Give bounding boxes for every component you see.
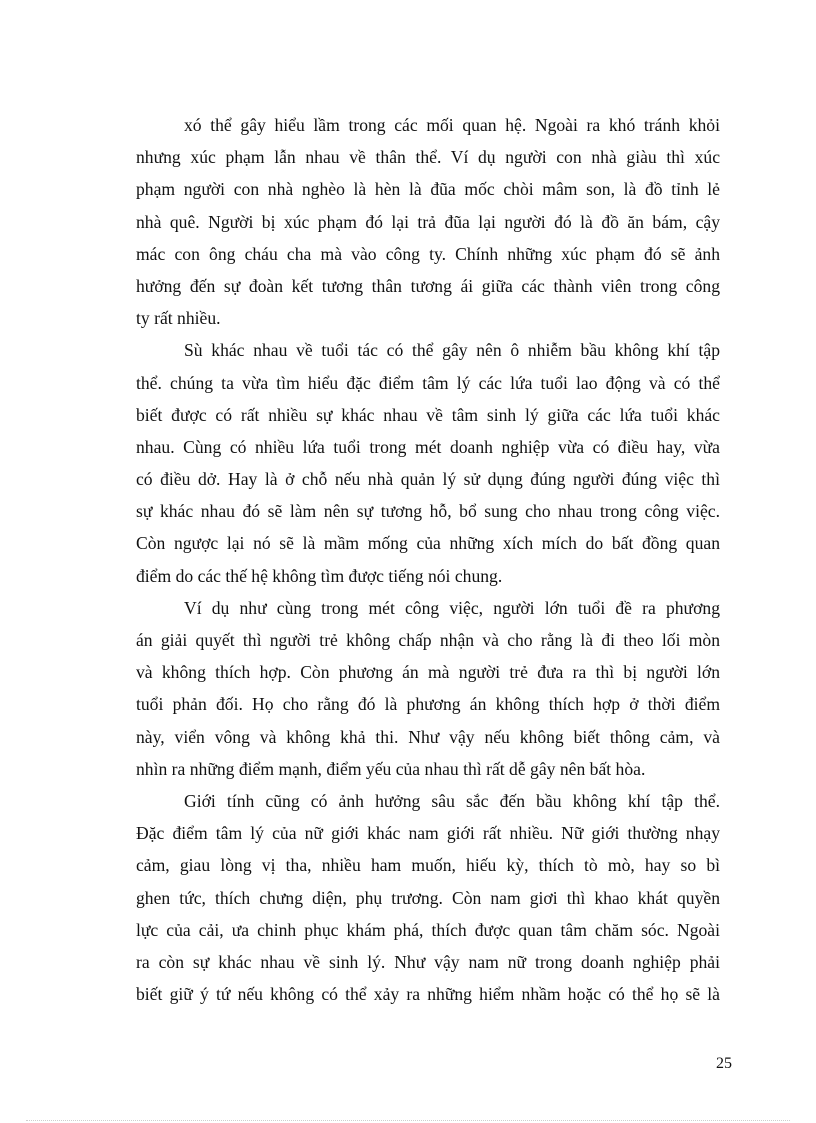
- text-line: cảm, giau lòng vị tha, nhiều ham muốn, hiếu kỳ, thích tò mò, hay so bì: [136, 855, 720, 876]
- text-line: Đặc điểm tâm lý của nữ giới khác nam giới rất nhiều. Nữ giới thường nhạy: [136, 823, 720, 844]
- text-line: tuổi phản đối. Họ cho rằng đó là phương án không thích hợp ở thời điểm: [136, 694, 720, 715]
- text-line: lực của cải, ưa chinh phục khám phá, thích được quan tâm chăm sóc. Ngoài: [136, 919, 720, 940]
- text-line: Còn ngược lại nó sẽ là mầm mống của những xích mích do bất đồng quan: [136, 533, 720, 554]
- text-line: này, viển vông và không khả thi. Như vậy nếu không biết thông cảm, và: [136, 726, 720, 747]
- text-line: Sù khác nhau về tuổi tác có thể gây nên ô nhiễm bầu không khí tập: [184, 340, 720, 361]
- text-line: điểm do các thế hệ không tìm được tiếng nói chung.: [136, 565, 503, 586]
- text-line: hưởng đến sự đoàn kết tương thân tương ái giữa các thành viên trong công: [136, 275, 720, 296]
- text-line: Ví dụ như cùng trong mét công việc, người lớn tuổi đề ra phương: [184, 597, 720, 618]
- text-line: ra còn sự khác nhau về sinh lý. Như vậy nam nữ trong doanh nghiệp phải: [136, 951, 720, 972]
- text-line: nhìn ra những điểm mạnh, điểm yếu của nhau thì rất dễ gây nên bất hòa.: [136, 758, 646, 779]
- text-line: nhau. Cùng có nhiều lứa tuổi trong mét doanh nghiệp vừa có điều hay, vừa: [136, 436, 720, 457]
- text-line: nhưng xúc phạm lẫn nhau về thân thể. Ví dụ người con nhà giàu thì xúc: [136, 147, 720, 168]
- text-line: sự khác nhau đó sẽ làm nên sự tương hỗ, bổ sung cho nhau trong công việc.: [136, 501, 720, 522]
- text-line: biết giữ ý tứ nếu không có thể xảy ra những hiểm nhầm hoặc có thể họ sẽ là: [136, 984, 720, 1005]
- page-number: 25: [716, 1055, 732, 1072]
- text-line: nhà quê. Người bị xúc phạm đó lại trả đũa lại người đó là đồ ăn bám, cậy: [136, 211, 720, 232]
- text-line: ty rất nhiều.: [136, 308, 221, 329]
- text-line: biết được có rất nhiều sự khác nhau về tâm sinh lý giữa các lứa tuổi khác: [136, 404, 720, 425]
- text-line: án giải quyết thì người trẻ không chấp nhận và cho rằng là đi theo lối mòn: [136, 630, 720, 650]
- document-body: [136, 109, 720, 1010]
- text-line: thể. chúng ta vừa tìm hiểu đặc điểm tâm lý các lứa tuổi lao động và có thể: [136, 372, 720, 393]
- text-line: phạm người con nhà nghèo là hèn là đũa mốc chòi mâm son, là đồ tỉnh lẻ: [136, 179, 720, 200]
- text-line: Giới tính cũng có ảnh hưởng sâu sắc đến bầu không khí tập thể.: [184, 790, 720, 811]
- text-line: xó thể gây hiểu lầm trong các mối quan hệ. Ngoài ra khó tránh khỏi: [184, 115, 720, 135]
- footer-dotted-rule: [26, 1120, 790, 1121]
- text-line: mác con ông cháu cha mà vào công ty. Chính những xúc phạm đó sẽ ảnh: [136, 243, 720, 264]
- text-line: ghen tức, thích chưng diện, phụ trương. Còn nam giơi thì khao khát quyền: [136, 887, 720, 908]
- text-line: có điều dở. Hay là ở chỗ nếu nhà quản lý sử dụng đúng người đúng việc thì: [136, 469, 720, 490]
- text-line: và không thích hợp. Còn phương án mà người trẻ đưa ra thì bị người lớn: [136, 662, 720, 683]
